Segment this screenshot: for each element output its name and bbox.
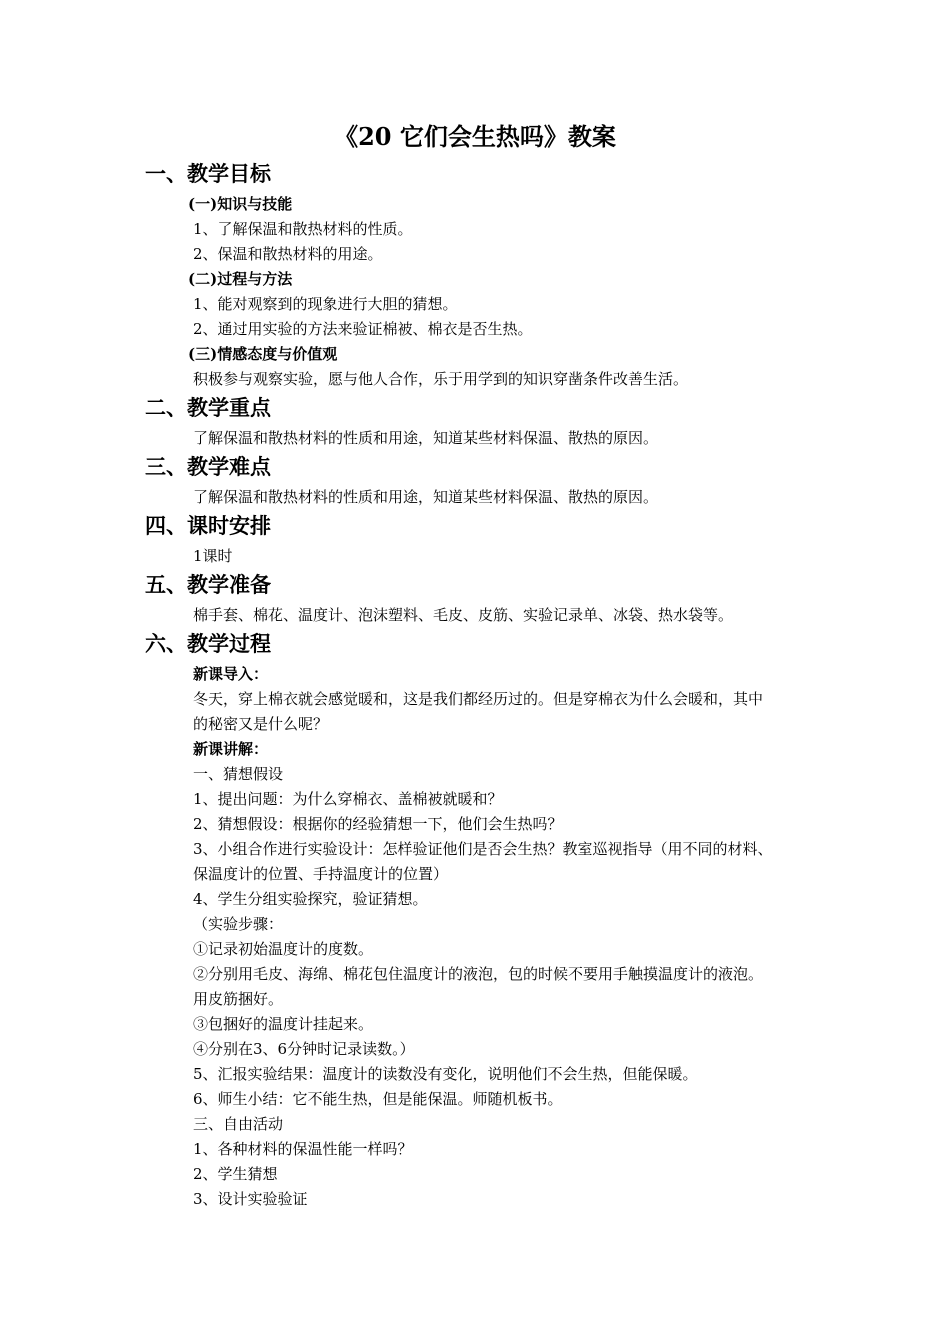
document-title: 《20 它们会生热吗》教案 [334,122,616,151]
process-line: 2、学生猜想 [193,1165,278,1183]
process-line: ①记录初始温度计的度数。 [193,940,374,958]
knowledge-item-1: 1、了解保温和散热材料的性质。 [193,220,413,238]
intro-line-2: 的秘密又是什么呢？ [193,715,329,733]
process-line: 三、自由活动 [193,1115,284,1133]
process-line: 6、师生小结：它不能生热，但是能保温。师随机板书。 [193,1090,563,1108]
section-heading-schedule: 四、课时安排 [145,513,271,538]
intro-line-1: 冬天，穿上棉衣就会感觉暖和，这是我们都经历过的。但是穿棉衣为什么会暖和，其中 [193,690,764,708]
process-line: 1、提出问题：为什么穿棉衣、盖棉被就暖和？ [193,790,503,808]
section-heading-difficulties: 三、教学难点 [145,454,271,479]
process-line: ④分别在3、6分钟时记录读数。） [193,1040,415,1058]
process-line: 保温度计的位置、手持温度计的位置） [193,865,449,883]
section-heading-preparation: 五、教学准备 [145,572,271,597]
section-heading-process: 六、教学过程 [145,631,271,656]
subheading-process-method: (二)过程与方法 [188,270,293,288]
process-item-1: 1、能对观察到的现象进行大胆的猜想。 [193,295,458,313]
knowledge-item-2: 2、保温和散热材料的用途。 [193,245,383,263]
preparation-text: 棉手套、棉花、温度计、泡沫塑料、毛皮、皮筋、实验记录单、冰袋、热水袋等。 [193,606,734,624]
process-line: （实验步骤： [193,915,284,933]
schedule-text: 1课时 [193,547,233,565]
subheading-knowledge: (一)知识与技能 [188,195,293,213]
section-heading-goals: 一、教学目标 [145,161,271,186]
process-line: ③包捆好的温度计挂起来。 [193,1015,374,1033]
process-line: 3、设计实验验证 [193,1190,308,1208]
process-line: 一、猜想假设 [193,765,284,783]
process-line: 5、汇报实验结果：温度计的读数没有变化，说明他们不会生热，但能保暖。 [193,1065,698,1083]
process-line: 1、各种材料的保温性能一样吗？ [193,1140,413,1158]
section-heading-key-points: 二、教学重点 [145,395,271,420]
process-line: 2、猜想假设：根据你的经验猜想一下，他们会生热吗？ [193,815,563,833]
process-line: ②分别用毛皮、海绵、棉花包住温度计的液泡，包的时候不要用手触摸温度计的液泡。 [193,965,764,983]
intro-label: 新课导入： [193,665,269,683]
process-line: 4、学生分组实验探究，验证猜想。 [193,890,428,908]
process-line: 用皮筋捆好。 [193,990,284,1008]
subheading-attitude: (三)情感态度与价值观 [188,345,338,363]
process-line: 3、小组合作进行实验设计：怎样验证他们是否会生热？教室巡视指导（用不同的材料、 [193,840,773,858]
attitude-item-1: 积极参与观察实验，愿与他人合作，乐于用学到的知识穿凿条件改善生活。 [193,370,689,388]
key-points-text: 了解保温和散热材料的性质和用途，知道某些材料保温、散热的原因。 [193,429,659,447]
lecture-label: 新课讲解： [193,740,269,758]
process-item-2: 2、通过用实验的方法来验证棉被、棉衣是否生热。 [193,320,533,338]
difficulties-text: 了解保温和散热材料的性质和用途，知道某些材料保温、散热的原因。 [193,488,659,506]
